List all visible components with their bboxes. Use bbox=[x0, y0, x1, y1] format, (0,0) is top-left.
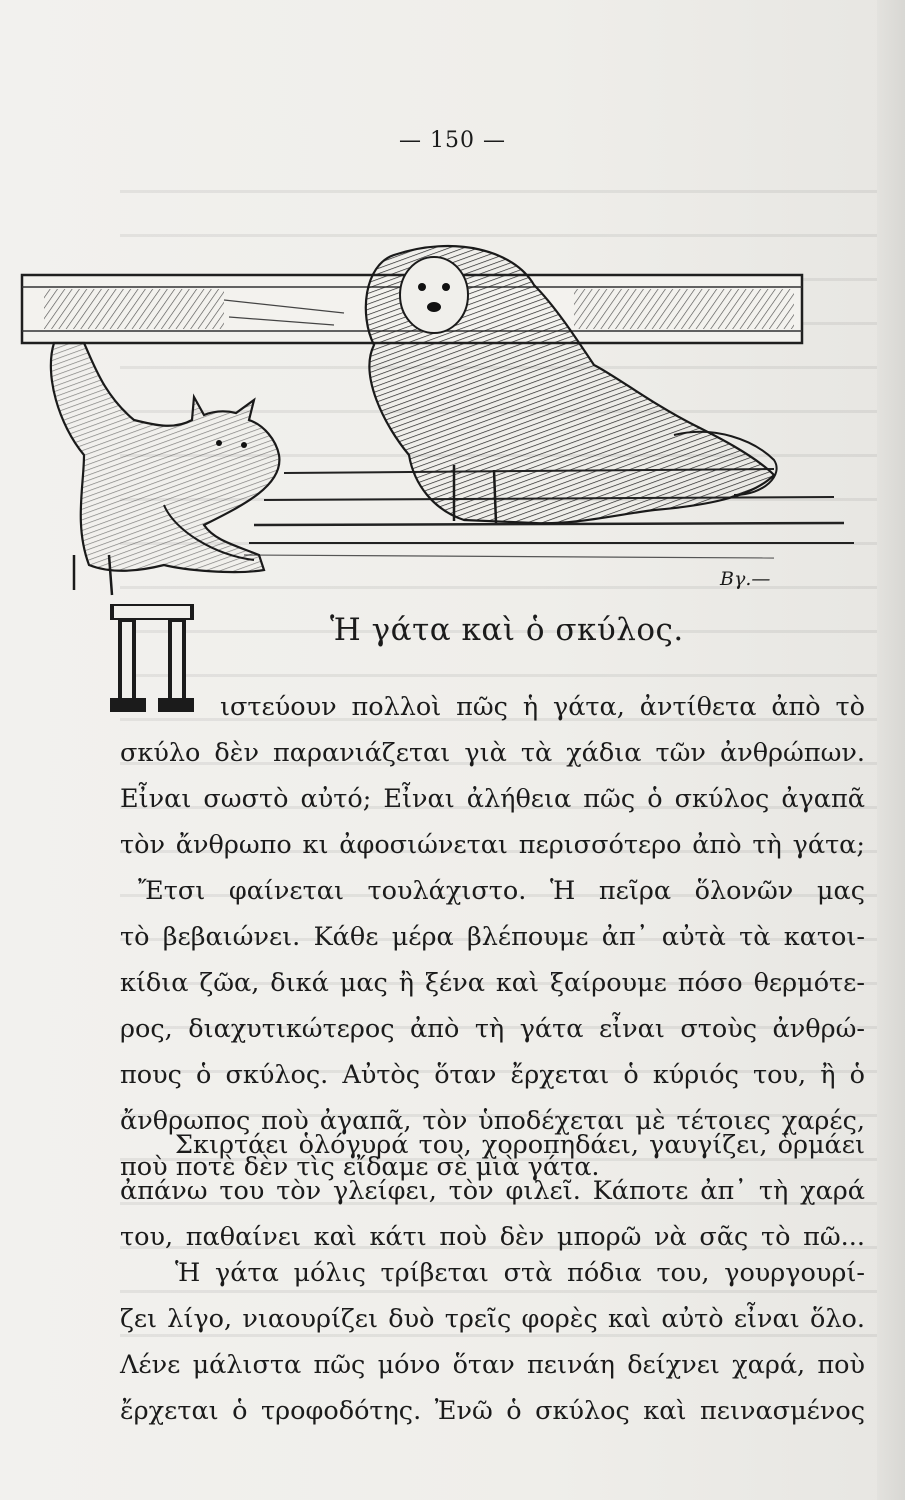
paragraph-3 bbox=[120, 1250, 865, 1434]
cat-and-dog-illustration bbox=[14, 225, 860, 620]
text-line: ρος, διαχυτικώτερος ἀπὸ τὴ γάτα εἶναι στοὺς ἀνθρώ- bbox=[120, 1014, 865, 1044]
text-line: Σκιρτάει ὁλόγυρά του, χοροπηδάει, γαυγίζει, ὁρμάει bbox=[175, 1130, 865, 1160]
text-line: ἔρχεται ὁ τροφοδότης. Ἐνῶ ὁ σκύλος καὶ πεινασμένος bbox=[120, 1396, 865, 1426]
text-line: του, παθαίνει καὶ κάτι ποὺ δὲν μπορῶ νὰ σᾶς τὸ πῶ... bbox=[120, 1222, 865, 1252]
text-line: Λένε μάλιστα πῶς μόνο ὅταν πεινάη δείχνει χαρά, ποὺ bbox=[120, 1350, 865, 1380]
paragraph-1 bbox=[120, 684, 865, 1190]
text-line: Ἔτσι φαίνεται τουλάχιστο. Ἡ πεῖρα ὅλονῶν μας bbox=[138, 876, 865, 906]
artist-signature: Bγ.— bbox=[720, 568, 771, 590]
text-line: Εἶναι σωστὸ αὐτό; Εἶναι ἀλήθεια πῶς ὁ σκύλος ἀγαπᾶ bbox=[120, 784, 865, 814]
text-line: πους ὁ σκύλος. Αὐτὸς ὅταν ἔρχεται ὁ κύριός του, ἢ ὁ bbox=[120, 1060, 865, 1090]
text-line: ἄνθρωπος ποὺ ἀγαπᾶ, τὸν ὑποδέχεται μὲ τέτοιες χαρές, bbox=[120, 1106, 865, 1136]
text-line: ζει λίγο, νιαουρίζει δυὸ τρεῖς φορὲς καὶ αὐτὸ εἶναι ὅλο. bbox=[120, 1304, 865, 1334]
text-line: ἀπάνω του τὸν γλείφει, τὸν φιλεῖ. Κάποτε ἀπ᾽ τὴ χαρά bbox=[120, 1176, 865, 1206]
text-line: τὸν ἄνθρωπο κι ἀφοσιώνεται περισσότερο ἀπὸ τὴ γάτα; bbox=[120, 830, 865, 860]
text-line: Ἡ γάτα μόλις τρίβεται στὰ πόδια του, γουργουρί- bbox=[175, 1258, 865, 1288]
cat-figure bbox=[51, 343, 280, 595]
text-line: ποὺ ποτὲ δὲν τὶς εἴδαμε σὲ μιὰ γάτα. bbox=[120, 1152, 600, 1182]
text-line: κίδια ζῶα, δικά μας ἢ ξένα καὶ ξαίρουμε πόσο θερμότε- bbox=[120, 968, 865, 998]
text-line: σκύλο δὲν παρανιάζεται γιὰ τὰ χάδια τῶν ἀνθρώπων. bbox=[120, 738, 865, 768]
page-edge-shadow bbox=[877, 0, 905, 1500]
paragraph-2 bbox=[120, 1122, 865, 1260]
page-number: — 150 — bbox=[399, 128, 506, 153]
text-line: ιστεύουν πολλοὶ πῶς ἡ γάτα, ἀντίθετα ἀπὸ τὸ bbox=[220, 692, 865, 722]
text-line: τὸ βεβαιώνει. Κάθε μέρα βλέπουμε ἀπ᾽ αὐτὰ τὰ κατοι- bbox=[120, 922, 865, 952]
story-title: Ἡ γάτα καὶ ὁ σκύλος. bbox=[330, 612, 684, 648]
